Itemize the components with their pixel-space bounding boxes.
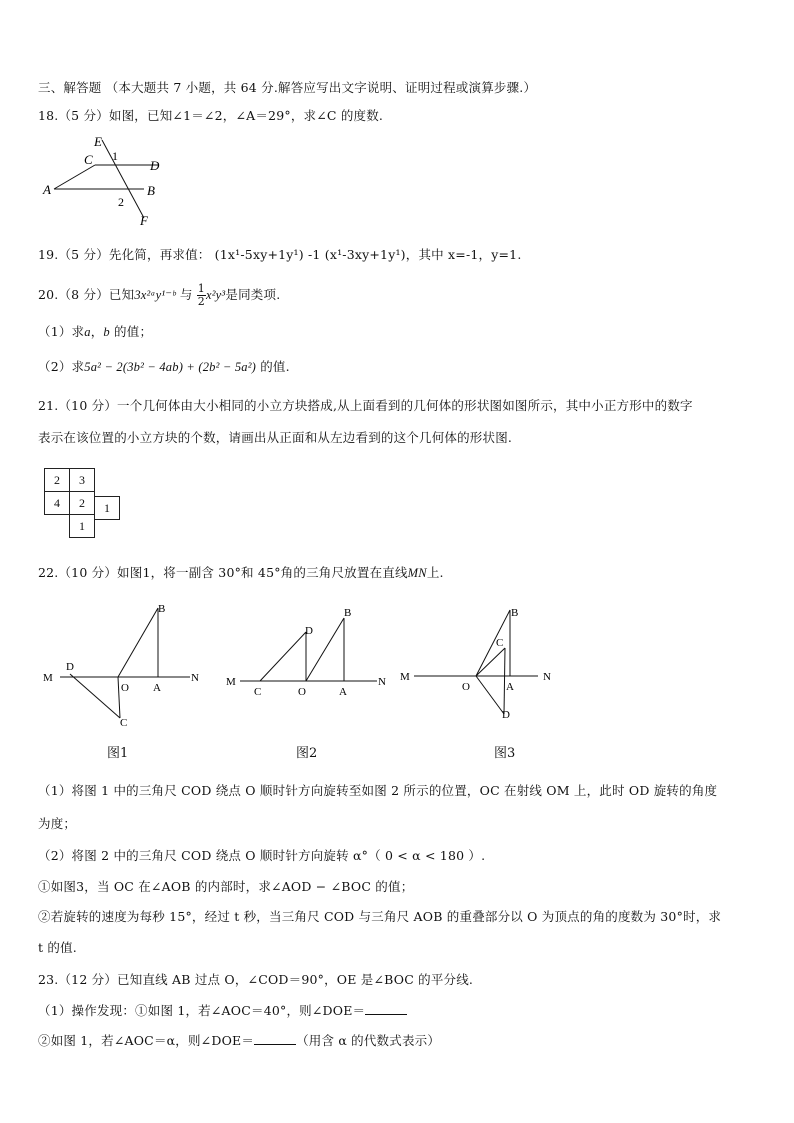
q22-text-prefix: 22.（10 分）如图1，将一副含 30°和 45°角的三角尺放置在直线 (38, 565, 408, 580)
label-2: 2 (118, 195, 124, 209)
label-m: M (226, 676, 236, 688)
line-od (476, 676, 504, 714)
line-dc (70, 674, 120, 718)
label-n: N (191, 672, 199, 684)
q22-part1-line1: （1）将图 1 中的三角尺 COD 绕点 O 顺时针方向旋转至如图 2 所示的位置，OC 在射线 OM 上，此时 OD 旋转的角度 (38, 783, 718, 798)
q20-mid: 与 (179, 287, 193, 302)
q23-part2-suffix: （用含 α 的代数式表示） (296, 1033, 441, 1048)
q22-part2-1: ①如图3，当 OC 在∠AOB 的内部时，求∠AOD − ∠BOC 的值； (38, 879, 414, 894)
grid-cell: 4 (44, 491, 70, 515)
q20-part1-mid: ， (90, 324, 104, 339)
grid-cell: 2 (44, 468, 70, 492)
q20-prefix: 20.（8 分）已知 (38, 287, 135, 302)
q18-figure (40, 132, 180, 232)
label-b: B (158, 603, 166, 615)
q22-figure-1 (40, 600, 210, 735)
q23-part2-prefix: ②如图 1，若∠AOC＝α，则∠DOE＝ (38, 1033, 255, 1048)
q22-part1-line2: 为度； (38, 816, 77, 831)
grid-cell: 2 (69, 491, 95, 515)
q22-figure-3 (398, 600, 568, 730)
label-c: C (84, 152, 93, 167)
q22-fig1-caption: 图1 (107, 746, 129, 761)
q23-part2 (38, 1031, 440, 1049)
grid-cell: 3 (69, 468, 95, 492)
q20-part1-a: a (84, 325, 91, 339)
answer-blank[interactable] (365, 1002, 407, 1015)
q20-term2: x²y³ (205, 288, 226, 302)
q20-frac-den: 2 (197, 295, 205, 308)
q20-suffix: 是同类项. (225, 287, 281, 302)
question-18: 18.（5 分）如图，已知∠1＝∠2，∠A＝29°，求∠C 的度数. (38, 108, 384, 123)
line-ob (118, 608, 158, 677)
section-heading: 三、解答题 （本大题共 7 小题，共 64 分.解答应写出文字说明、证明过程或演算步骤.） (38, 80, 537, 95)
label-d: D (305, 625, 313, 637)
q23-part1 (38, 1001, 407, 1019)
label-o: O (298, 686, 306, 698)
label-m: M (400, 671, 410, 683)
label-e: E (94, 134, 102, 149)
q20-part2-prefix: （2）求 (38, 359, 85, 374)
label-b: B (147, 183, 155, 198)
question-23: 23.（12 分）已知直线 AB 过点 O，∠COD＝90°，OE 是∠BOC 的平分线. (38, 972, 474, 987)
label-o: O (462, 681, 470, 693)
q22-text-mn: MN (407, 566, 427, 580)
label-n: N (543, 671, 551, 683)
q22-fig3-caption: 图3 (494, 746, 516, 761)
label-1: 1 (112, 149, 118, 163)
q20-part1 (38, 322, 152, 340)
label-m: M (43, 672, 53, 684)
q22-fig2-caption: 图2 (296, 746, 318, 761)
question-19: 19.（5 分）先化简，再求值： (1x¹-5xy+1y¹) -1 (x¹-3xy+1y¹)，其中 x=-1，y=1. (38, 247, 522, 262)
label-o: O (121, 682, 129, 694)
answer-blank[interactable] (254, 1032, 296, 1045)
q23-part1-text: （1）操作发现：①如图 1，若∠AOC＝40°，则∠DOE＝ (38, 1003, 366, 1018)
label-c: C (120, 717, 128, 729)
line-oc (476, 648, 505, 676)
label-b: B (511, 607, 519, 619)
label-n: N (378, 676, 386, 688)
line-cd (504, 648, 505, 714)
q20-term1: 3x²ᵃy¹⁻ᵇ (134, 288, 176, 302)
question-21-line1: 21.（10 分）一个几何体由大小相同的小立方块搭成,从上面看到的几何体的形状图如图所示，其中小正方形中的数字 (38, 398, 693, 413)
label-c: C (496, 637, 504, 649)
q20-frac-num: 1 (197, 282, 205, 295)
question-20 (38, 283, 280, 308)
q20-part2-expr: 5a² − 2(3b² − 4ab) + (2b² − 5a²) (84, 360, 257, 374)
label-f: F (140, 213, 148, 228)
line-oc (118, 677, 120, 718)
label-a: A (339, 686, 347, 698)
q22-figure-2 (222, 600, 397, 700)
label-d: D (66, 661, 74, 673)
q22-part2-2-line2: t 的值. (38, 940, 77, 955)
q22-text-suffix: 上. (426, 565, 444, 580)
label-d: D (150, 158, 160, 173)
q20-part1-suffix: 的值； (109, 324, 153, 339)
question-21-line2: 表示在该位置的小立方块的个数，请画出从正面和从左边看到的这个几何体的形状图. (38, 430, 513, 445)
line-ac (54, 165, 95, 189)
grid-cell: 1 (69, 514, 95, 538)
label-c: C (254, 686, 262, 698)
label-a: A (153, 682, 161, 694)
q22-part2: （2）将图 2 中的三角尺 COD 绕点 O 顺时针方向旋转 α°（ 0 < α < 180 ）. (38, 848, 486, 863)
q20-part1-prefix: （1）求 (38, 324, 85, 339)
q22-part2-2-line1: ②若旋转的速度为每秒 15°，经过 t 秒，当三角尺 COD 与三角尺 AOB 的重叠部分以 O 为顶点的角的度数为 30°时，求 (38, 909, 722, 924)
question-22 (38, 563, 444, 581)
q20-part1-b: b (103, 325, 110, 339)
label-b: B (344, 607, 352, 619)
label-a: A (506, 681, 514, 693)
label-d: D (502, 709, 510, 721)
q21-top-view-grid (44, 468, 124, 548)
q20-part2 (38, 357, 290, 375)
q20-part2-suffix: 的值. (256, 359, 290, 374)
label-a: A (43, 182, 51, 197)
q20-fraction (197, 283, 206, 308)
grid-cell: 1 (94, 496, 120, 520)
line-cd (260, 632, 306, 681)
